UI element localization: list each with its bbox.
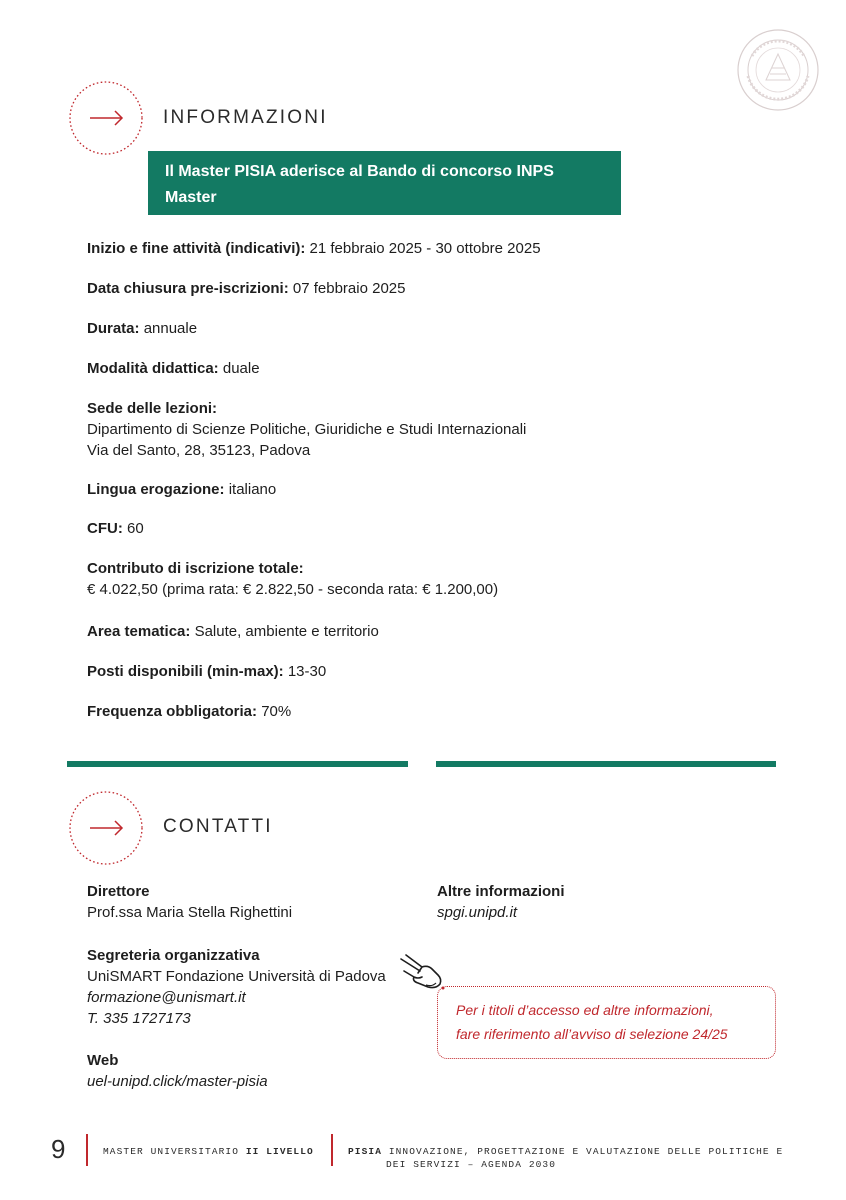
info-places: Posti disponibili (min-max): 13-30: [87, 663, 327, 680]
banner-line-1: Il Master PISIA aderisce al Bando di concorso INPS Master: [165, 163, 554, 206]
info-preregistration-deadline: Data chiusura pre-iscrizioni: 07 febbraio 2025: [87, 280, 406, 297]
arrow-right-icon: [68, 80, 144, 156]
footer-separator: [86, 1134, 88, 1166]
university-seal-logo: [736, 28, 820, 112]
info-language: Lingua erogazione: italiano: [87, 481, 277, 498]
contact-web: Web uel-unipd.click/master-pisia: [87, 1052, 268, 1090]
info-cfu: CFU: 60: [87, 520, 144, 537]
contact-director: Direttore Prof.ssa Maria Stella Righettini: [87, 883, 293, 921]
contact-other-info: Altre informazioni spgi.unipd.it: [437, 883, 565, 921]
secretariat-email-link[interactable]: formazione@unismart.it: [87, 989, 246, 1006]
informazioni-title: INFORMAZIONI: [163, 107, 328, 128]
arrow-right-icon: [68, 790, 144, 866]
inps-banner: [148, 151, 621, 232]
contatti-title: CONTATTI: [163, 816, 273, 837]
footer-separator: [331, 1134, 333, 1166]
selection-notice-box: Per i titoli d’accesso ed altre informazioni, fare riferimento all’avviso di selezione 24/25: [437, 986, 776, 1059]
secretariat-phone: T. 335 1727173: [87, 1010, 191, 1027]
info-subject-area: Area tematica: Salute, ambiente e territorio: [87, 623, 379, 640]
footer-master-level: MASTER UNIVERSITARIO II LIVELLO: [103, 1146, 314, 1157]
page-number: 9: [51, 1134, 66, 1164]
info-attendance: Frequenza obbligatoria: 70%: [87, 703, 292, 720]
footer-course-title: PISIA INNOVAZIONE, PROGETTAZIONE E VALUTAZIONE DELLE POLITICHE E DEI SERVIZI – AGENDA 2030: [348, 1146, 784, 1170]
info-teaching-mode: Modalità didattica: duale: [87, 360, 260, 377]
divider-right: [436, 761, 776, 767]
contact-secretariat: Segreteria organizzativa UniSMART Fondazione Università di Padova formazione@unismart.it T. 335 1727173: [87, 947, 386, 1027]
info-fee: Contributo di iscrizione totale: € 4.022,50 (prima rata: € 2.822,50 - seconda rata: € 1.200,00): [87, 560, 499, 598]
web-link[interactable]: uel-unipd.click/master-pisia: [87, 1073, 268, 1090]
info-start-end: Inizio e fine attività (indicativi): 21 febbraio 2025 - 30 ottobre 2025: [87, 240, 541, 257]
pointing-hand-icon: [398, 951, 448, 991]
info-duration: Durata: annuale: [87, 320, 198, 337]
banner-line-2: universitari “Executive” e al Protocollo PA 110 e lode: [165, 215, 567, 232]
divider-left: [67, 761, 408, 767]
info-venue: Sede delle lezioni: Dipartimento di Scienze Politiche, Giuridiche e Studi Internazionali Via del Santo, 28, 35123, Padova: [87, 400, 527, 459]
other-info-link[interactable]: spgi.unipd.it: [437, 904, 518, 921]
